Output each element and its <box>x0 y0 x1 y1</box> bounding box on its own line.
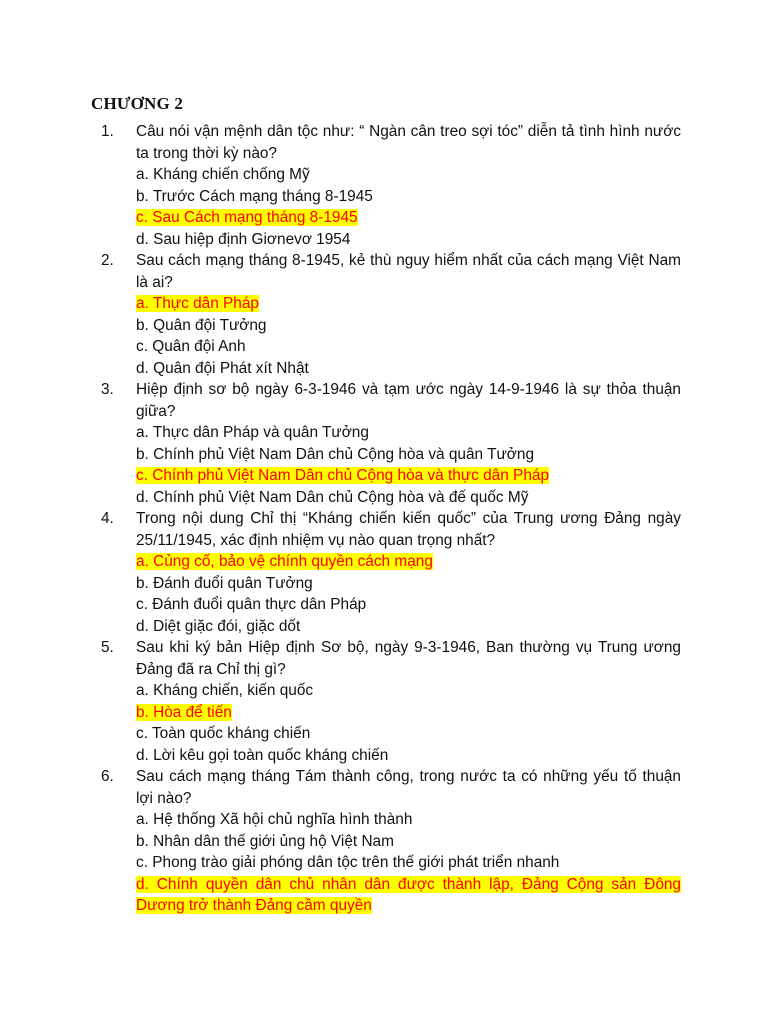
option-c: c. Quân đội Anh <box>136 338 246 355</box>
question-number: 4. <box>101 510 114 527</box>
question-text: Sau khi ký bản Hiệp định Sơ bộ, ngày 9-3-1946, Ban thường vụ Trung ương Đảng đã ra Chỉ thị gì? <box>136 639 681 678</box>
option-c: c. Đánh đuổi quân thực dân Pháp <box>136 596 367 613</box>
option-c: c. Toàn quốc kháng chiến <box>136 725 311 742</box>
option-b: b. Nhân dân thế giới ủng hộ Việt Nam <box>136 832 394 850</box>
question-number: 6. <box>101 768 114 785</box>
option-d: d. Lời kêu gọi toàn quốc kháng chiến <box>136 746 389 764</box>
option-a: a. Thực dân Pháp và quân Tưởng <box>136 424 369 441</box>
question-text: Hiệp định sơ bộ ngày 6-3-1946 và tạm ước ngày 14-9-1946 là sự thỏa thuận giữa? <box>136 381 681 420</box>
answer-highlight: a. Củng cố, bảo vệ chính quyền cách mạng <box>136 553 433 570</box>
option-b: b. Quân đội Tưởng <box>136 316 267 334</box>
option-a: a. Kháng chiến, kiến quốc <box>136 682 314 699</box>
answer-highlight: a. Thực dân Pháp <box>136 295 259 312</box>
chapter-title: CHƯƠNG 2 <box>91 94 184 113</box>
option-a-answer <box>136 551 681 573</box>
question-text: Trong nội dung Chỉ thị “Kháng chiến kiến quốc” của Trung ương Đảng ngày 25/11/1945, xác định nhiệm vụ nào quan trọng nhất? <box>136 510 681 549</box>
question-5 <box>91 637 681 766</box>
answer-highlight: c. Chính phủ Việt Nam Dân chủ Cộng hòa và thực dân Pháp <box>136 467 549 484</box>
option-d: d. Sau hiệp định Giơnevơ 1954 <box>136 230 351 248</box>
question-1 <box>91 121 681 250</box>
question-text: Câu nói vận mệnh dân tộc như: “ Ngàn cân treo sợi tóc” diễn tả tình hình nước ta trong thời kỳ nào? <box>136 123 681 162</box>
option-a: a. Hệ thống Xã hội chủ nghĩa hình thành <box>136 811 413 828</box>
question-text: Sau cách mạng tháng 8-1945, kẻ thù nguy hiểm nhất của cách mạng Việt Nam là ai? <box>136 252 681 291</box>
option-c: c. Phong trào giải phóng dân tộc trên thế giới phát triển nhanh <box>136 854 560 871</box>
option-d: d. Diệt giặc đói, giặc dốt <box>136 617 301 635</box>
answer-highlight: b. Hòa để tiến <box>136 703 232 721</box>
question-number: 2. <box>101 252 114 269</box>
option-d-answer <box>136 874 681 917</box>
question-6 <box>91 766 681 917</box>
option-c-answer <box>136 465 681 487</box>
question-number: 1. <box>101 123 114 140</box>
option-d: d. Quân đội Phát xít Nhật <box>136 359 309 377</box>
question-3 <box>91 379 681 508</box>
question-4 <box>91 508 681 637</box>
question-number: 3. <box>101 381 114 398</box>
question-2 <box>91 250 681 379</box>
option-c-answer <box>136 207 681 229</box>
option-b: b. Đánh đuổi quân Tưởng <box>136 574 313 592</box>
question-text: Sau cách mạng tháng Tám thành công, trong nước ta có những yếu tố thuận lợi nào? <box>136 768 681 807</box>
question-list <box>91 121 681 917</box>
option-b: b. Trước Cách mạng tháng 8-1945 <box>136 187 373 205</box>
option-a-answer <box>136 293 681 315</box>
question-number: 5. <box>101 639 114 656</box>
option-a: a. Kháng chiến chống Mỹ <box>136 166 310 183</box>
option-b-answer <box>136 702 681 724</box>
option-d: d. Chính phủ Việt Nam Dân chủ Cộng hòa và đế quốc Mỹ <box>136 488 529 506</box>
answer-highlight: c. Sau Cách mạng tháng 8-1945 <box>136 209 358 226</box>
option-b: b. Chính phủ Việt Nam Dân chủ Cộng hòa và quân Tưởng <box>136 445 535 463</box>
answer-highlight: d. Chính quyền dân chủ nhân dân được thành lập, Đảng Cộng sản Đông Dương trở thành Đảng cầm quyền <box>136 875 681 914</box>
